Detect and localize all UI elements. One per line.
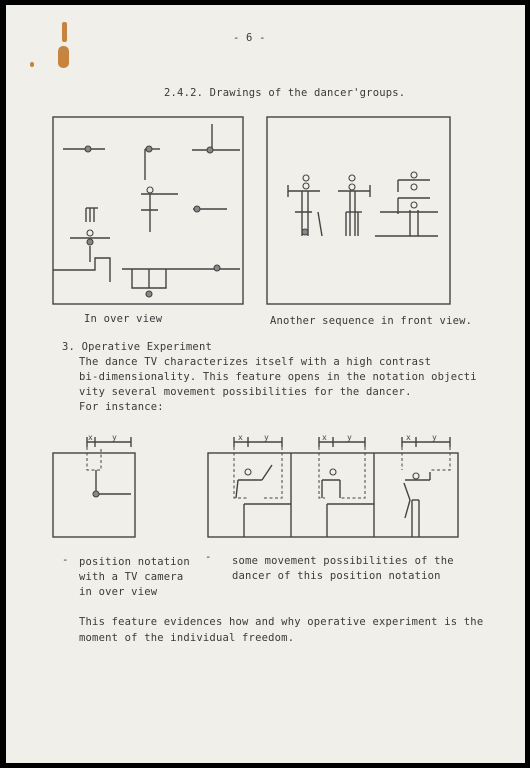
body-line: vity several movement possibilities for the dancer. <box>79 386 412 398</box>
note-right-line: some movement possibilities of the <box>232 555 454 567</box>
figure-movement-possibilities <box>208 433 458 537</box>
note-right-line: dancer of this position notation <box>232 570 441 582</box>
axis-y-label: y <box>264 433 269 442</box>
figure-position-notation <box>53 433 135 537</box>
axis-x-label: x <box>238 433 243 442</box>
page-number: - 6 - <box>233 32 266 44</box>
note-left-line: position notation <box>79 556 190 568</box>
note-dash-right: - <box>205 551 212 563</box>
axis-y-label: y <box>112 433 117 442</box>
note-left-line: in over view <box>79 586 158 598</box>
figure-frontview <box>267 117 450 304</box>
note-left-line: with a TV camera <box>79 571 184 583</box>
body-line: bi-dimensionality. This feature opens in the notation objecti <box>79 371 477 383</box>
section-title: 2.4.2. Drawings of the dancer'groups. <box>164 87 406 99</box>
body-line: For instance: <box>79 401 164 413</box>
axis-x-label: x <box>322 433 327 442</box>
note-dash-left: - <box>62 554 69 566</box>
section-heading: 3. Operative Experiment <box>62 341 212 353</box>
axis-y-label: y <box>347 433 352 442</box>
axis-y-label: y <box>432 433 437 442</box>
closing-line: This feature evidences how and why operative experiment is the <box>79 616 484 628</box>
body-line: The dance TV characterizes itself with a high contrast <box>79 356 432 368</box>
closing-line: moment of the individual freedom. <box>79 632 295 644</box>
axis-x-label: x <box>406 433 411 442</box>
caption-over-view: In over view <box>84 313 163 325</box>
figure-overview <box>53 117 243 304</box>
axis-x-label: x <box>88 433 93 442</box>
caption-front-view: Another sequence in front view. <box>270 315 473 327</box>
